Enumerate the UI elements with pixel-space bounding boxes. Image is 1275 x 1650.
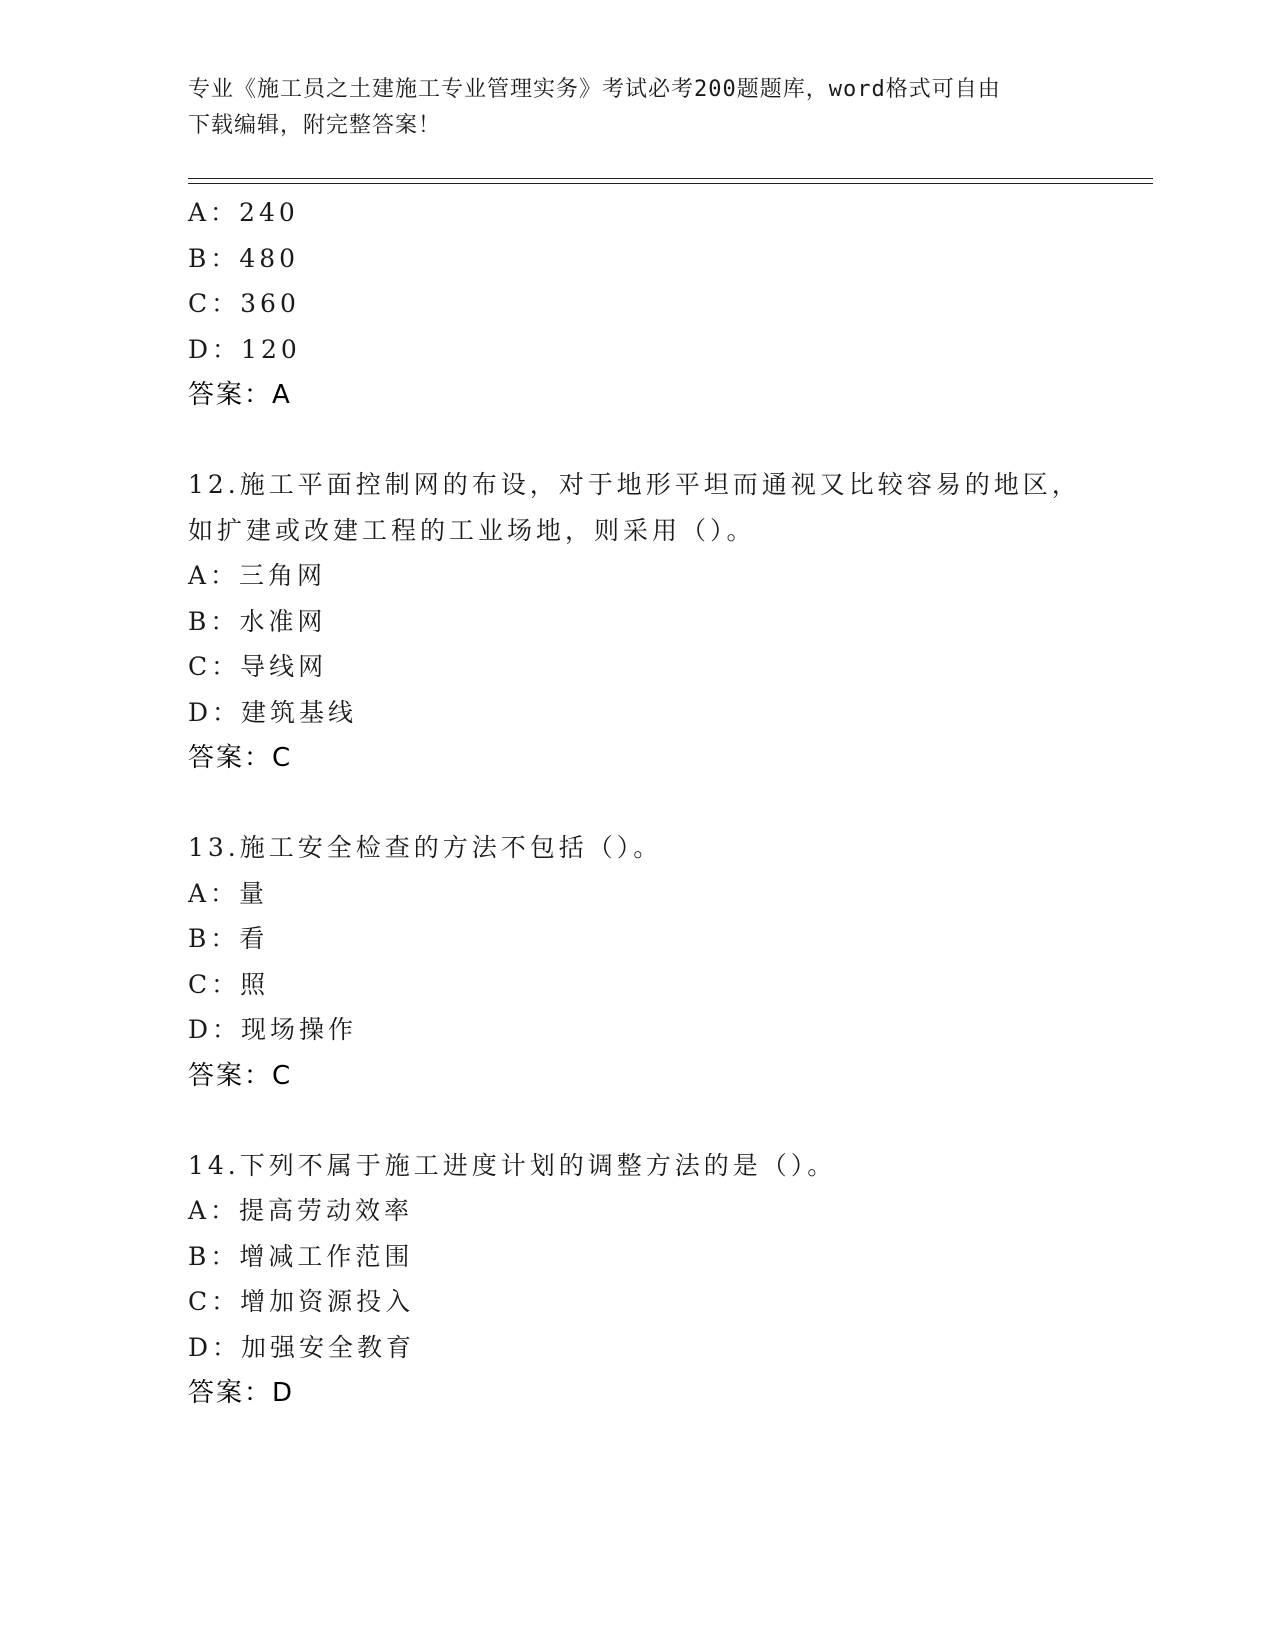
spacer	[188, 1099, 1148, 1143]
option-b: B：水准网	[188, 606, 327, 636]
option-d: D：120	[188, 334, 301, 364]
option-a: A：量	[188, 878, 269, 908]
option-c: C：360	[188, 289, 300, 318]
question-text-line-1: 12.施工平面控制网的布设，对于地形平坦而通视又比较容易的地区，	[188, 470, 1081, 499]
document-header	[188, 72, 1068, 144]
option-d: D：建筑基线	[188, 697, 358, 727]
option-a: A：三角网	[188, 561, 327, 590]
header-divider-bottom	[188, 183, 1153, 184]
spacer	[188, 418, 1148, 462]
header-line-1: 专业《施工员之土建施工专业管理实务》考试必考200题题库，word格式可自由	[188, 77, 1001, 102]
spacer	[188, 781, 1148, 825]
question-text-line-1: 14.下列不属于施工进度计划的调整方法的是（）。	[188, 1150, 837, 1180]
answer-line: 答案：C	[188, 1060, 293, 1091]
answer-line: 答案：D	[188, 1378, 295, 1408]
header-divider-top	[188, 178, 1153, 179]
question-block-12	[188, 462, 1148, 781]
option-b: B：增减工作范围	[188, 1241, 414, 1271]
question-block-11	[188, 190, 1148, 418]
option-d: D：现场操作	[188, 1015, 358, 1044]
option-b: B：看	[188, 924, 269, 953]
question-block-14	[188, 1143, 1148, 1417]
header-line-2: 下载编辑，附完整答案！	[188, 113, 442, 138]
answer-line: 答案：C	[188, 743, 293, 773]
option-a: A：提高劳动效率	[188, 1196, 414, 1225]
question-text-line-1: 13.施工安全检查的方法不包括（）。	[188, 833, 663, 862]
question-text-line-2: 如扩建或改建工程的工业场地，则采用（）。	[188, 515, 756, 545]
option-b: B：480	[188, 243, 300, 273]
answer-line: 答案：A	[188, 380, 292, 410]
question-block-13	[188, 825, 1148, 1099]
option-a: A：240	[188, 198, 299, 227]
option-d: D：加强安全教育	[188, 1332, 416, 1362]
option-c: C：增加资源投入	[188, 1287, 415, 1316]
question-list	[188, 190, 1148, 1416]
option-c: C：导线网	[188, 652, 328, 681]
option-c: C：照	[188, 969, 270, 999]
